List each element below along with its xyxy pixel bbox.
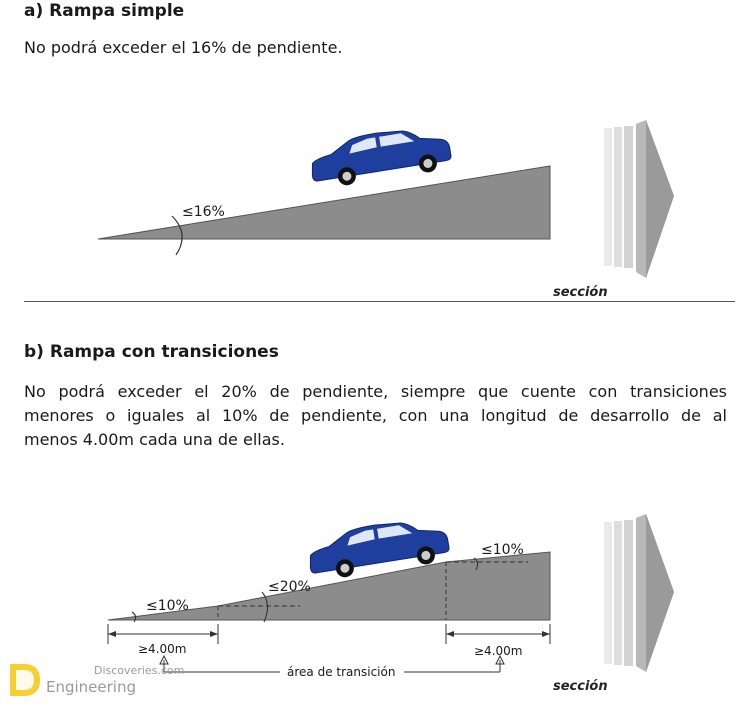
watermark-logo (6, 660, 185, 700)
description-line: No podrá exceder el 20% de pendiente, siempre que cuente con transiciones (24, 382, 727, 401)
section-b-description (24, 380, 727, 452)
car-icon (307, 122, 453, 190)
section-a-heading: a) Rampa simple (24, 1, 185, 21)
section-b-heading: b) Rampa con transiciones (24, 342, 279, 362)
angle-label: ≤16% (182, 204, 225, 220)
section-divider (24, 301, 735, 302)
length-left-label: ≥4.00m (138, 642, 187, 656)
section-label: sección (553, 679, 608, 694)
section-arrow-icon (604, 120, 674, 278)
description-line: menores o iguales al 10% de pendiente, con una longitud de desarrollo de al (24, 406, 727, 425)
angle-low-label: ≤10% (146, 598, 189, 614)
description-line: menos 4.00m cada una de ellas. (24, 430, 285, 449)
simple-ramp-diagram (0, 110, 735, 300)
section-label: sección (553, 285, 608, 300)
angle-mid-label: ≤20% (268, 579, 311, 595)
watermark-line2: Engineering (46, 678, 136, 696)
angle-high-label: ≤10% (481, 542, 524, 558)
length-right-label: ≥4.00m (474, 644, 523, 658)
watermark-line1: Discoveries.com (94, 664, 185, 677)
section-a-description: No podrá exceder el 16% de pendiente. (24, 38, 343, 57)
section-arrow-icon (604, 514, 674, 672)
transition-label: área de transición (287, 665, 396, 679)
